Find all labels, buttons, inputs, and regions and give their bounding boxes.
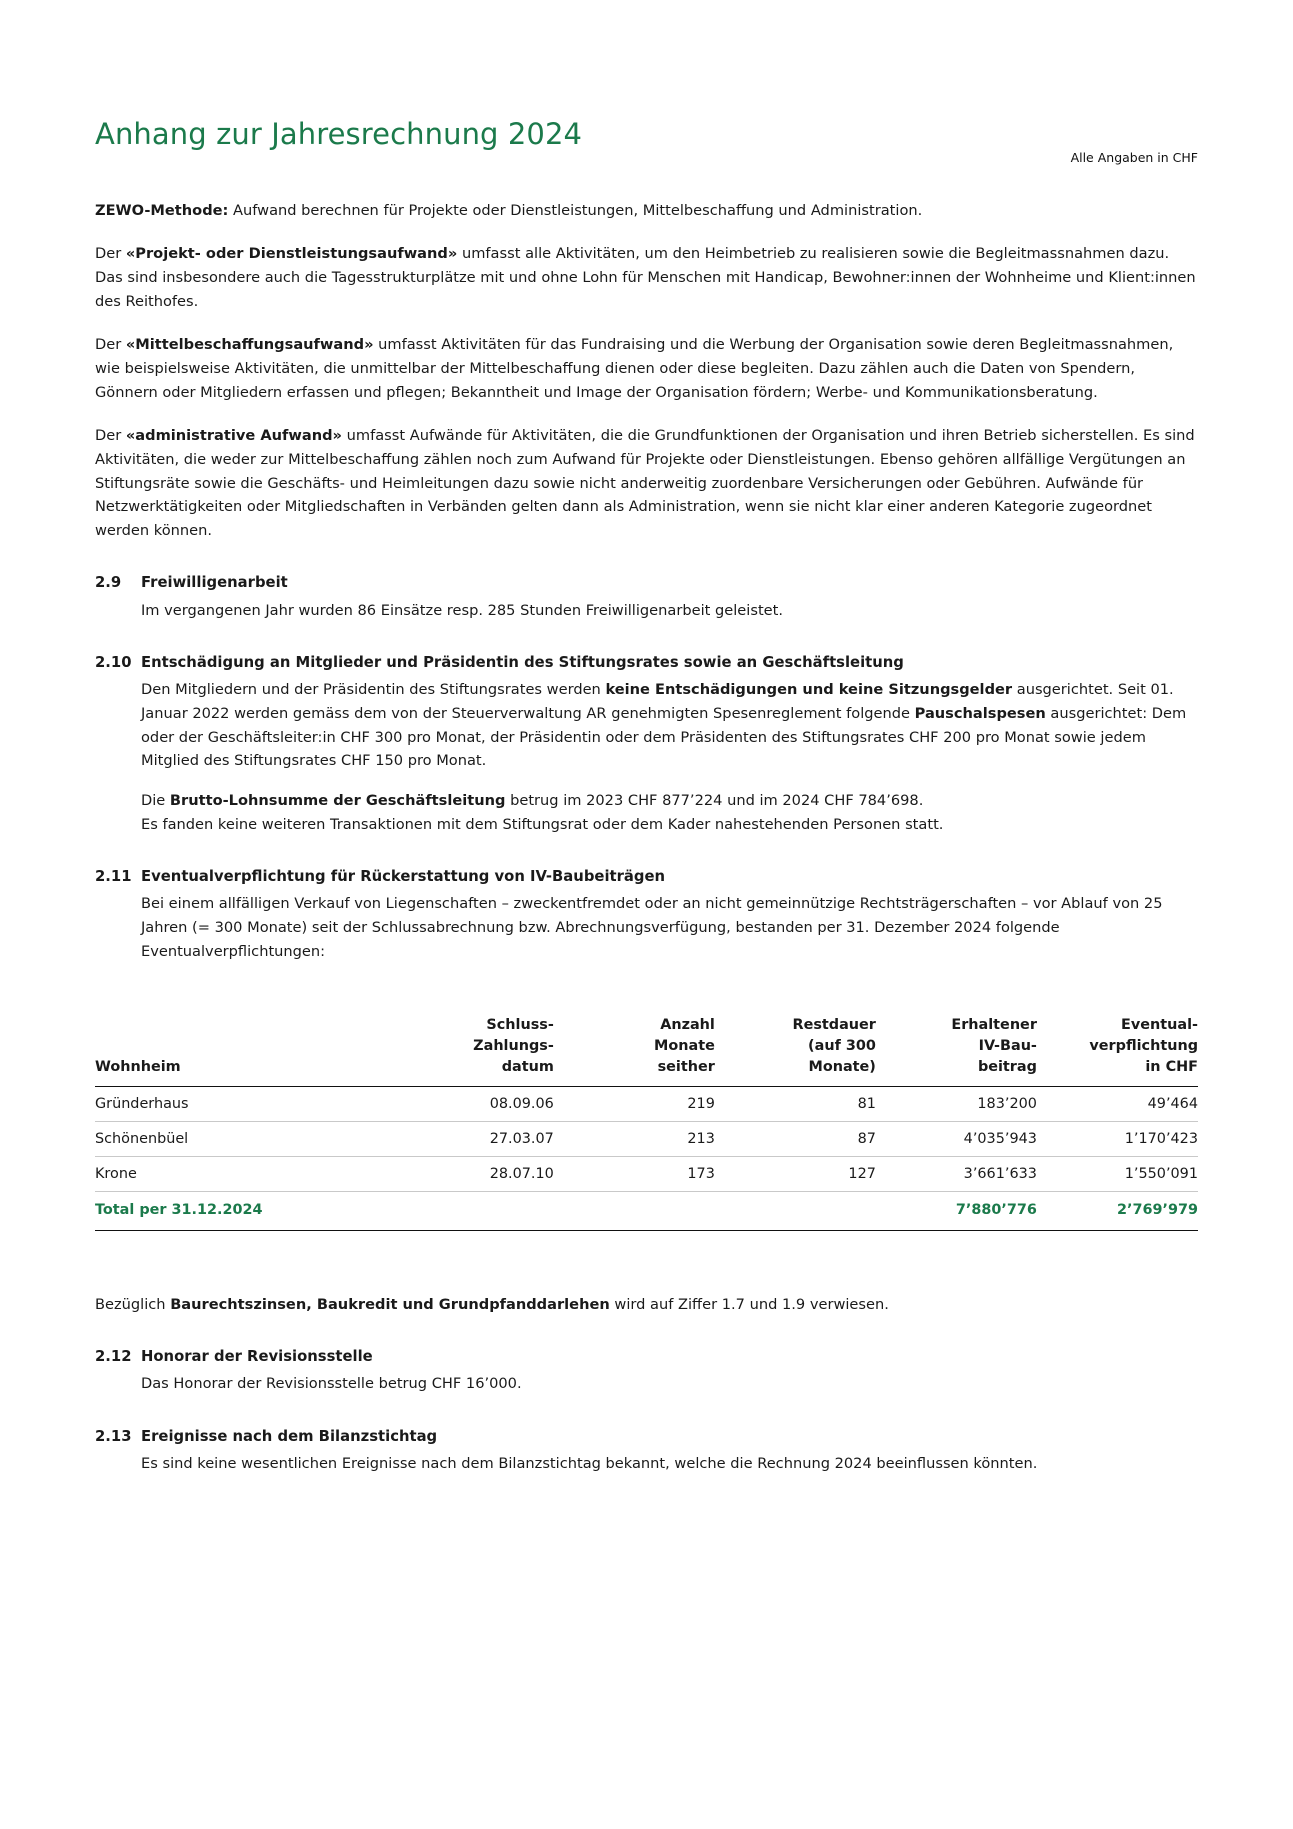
cell-iv-beitrag: 183’200 (876, 1087, 1037, 1122)
cell-wohnheim: Schönenbüel (95, 1122, 393, 1157)
mittelbeschaffung-rest: umfasst Aktivitäten für das Fundraising und die Werbung der Organisation sowie deren Begleitmassnahmen, wie beispielsweise Aktivitäten, die unmittelbar der Mittelbeschaffung dienen oder diese begleiten. Dazu zählen auch die Daten von Spendern, Gönnern oder Mitgliedern erfassen und pflegen; Bekanntheit und Image der Organisation fördern; Werbe- und Kommunikationsberatung. (95, 336, 1174, 401)
lohnsumme-term: Brutto-Lohnsumme der Geschäftsleitung (169, 792, 506, 809)
cell-anzahl-monate: 219 (554, 1087, 715, 1122)
zewo-method-text: Aufwand berechnen für Projekte oder Dienstleistungen, Mittelbeschaffung und Administration. (228, 201, 923, 219)
paragraph-baurechtszinsen (95, 1293, 1198, 1317)
col-header-anzahl-monate: Anzahl Monate seither (554, 1015, 715, 1086)
baurechtszinsen-pre: Bezüglich (95, 1295, 171, 1313)
cell-total-restdauer (715, 1192, 876, 1230)
section-2-9-number: 2.9 (95, 574, 122, 592)
section-2-13-heading (95, 1426, 1198, 1448)
cell-total-anzahl-monate (554, 1192, 715, 1230)
entschaedigung-text-c: ausgerichtet: Dem oder der Geschäftsleiter:in CHF 300 pro Monat, der Präsidentin oder dem Präsidenten des Stiftungsrates CHF 200 pro Monat sowie jedem Mitglied des Stiftungsrates CHF 150 pro Monat. (141, 705, 1187, 770)
section-2-12 (95, 1346, 1198, 1396)
section-2-12-title: Honorar der Revisionsstelle (141, 1348, 373, 1366)
section-2-10-number: 2.10 (95, 654, 132, 672)
section-2-9-text: Im vergangenen Jahr wurden 86 Einsätze resp. 285 Stunden Freiwilligenarbeit geleistet. (141, 601, 784, 619)
entschaedigung-bold-1: keine Entschädigungen und keine Sitzungsgelder (605, 681, 1013, 699)
section-2-12-heading (95, 1346, 1198, 1368)
col-header-restdauer: Restdauer (auf 300 Monate) (715, 1015, 876, 1086)
section-2-12-body (141, 1372, 1198, 1396)
table-row (95, 1157, 1198, 1192)
section-2-9 (95, 572, 1198, 622)
col-header-schlusszahlungsdatum: Schluss- Zahlungs- datum (393, 1015, 554, 1086)
col-header-wohnheim: Wohnheim (95, 1015, 393, 1086)
currency-note: Alle Angaben in CHF (1070, 149, 1198, 165)
cell-anzahl-monate: 173 (554, 1157, 715, 1192)
baurechtszinsen-term: Baurechtszinsen, Baukredit und Grundpfanddarlehen (170, 1295, 610, 1313)
paragraph-administrativer-aufwand (95, 424, 1198, 542)
cell-eventualverpflichtung: 49’464 (1037, 1087, 1198, 1122)
cell-total-eventualverpflichtung: 2’769’979 (1037, 1192, 1198, 1230)
cell-wohnheim: Krone (95, 1157, 393, 1192)
entschaedigung-bold-2: Pauschalspesen (914, 705, 1046, 723)
table-header-row (95, 1015, 1198, 1086)
page-title: Anhang zur Jahresrechnung 2024 (95, 117, 583, 152)
table-total-row (95, 1192, 1198, 1230)
cell-eventualverpflichtung: 1’170’423 (1037, 1122, 1198, 1157)
projekt-aufwand-rest: umfasst alle Aktivitäten, um den Heimbetrieb zu realisieren sowie die Begleitmassnahmen dazu. Das sind insbesondere auch die Tagesstrukturplätze mit und ohne Lohn für Menschen mit Handicap, Bewohner:innen der Wohnheime und Klient:innen des Reithofes. (95, 245, 1196, 310)
cell-total-iv-beitrag: 7’880’776 (876, 1192, 1037, 1230)
section-2-10-heading (95, 652, 1198, 674)
zewo-method-label: ZEWO-Methode: (95, 201, 229, 219)
keine-transaktionen-text: Es fanden keine weiteren Transaktionen mit dem Stiftungsrat oder dem Kader nahestehenden Personen statt. (141, 815, 944, 833)
cell-total-label: Total per 31.12.2024 (95, 1192, 393, 1230)
section-2-11-number: 2.11 (95, 868, 132, 886)
table-head (95, 1015, 1198, 1086)
section-2-10-paragraph-2 (141, 789, 1198, 836)
cell-total-schlusszahlungsdatum (393, 1192, 554, 1230)
section-2-11-body (141, 892, 1198, 963)
page-header (95, 100, 1198, 171)
cell-eventualverpflichtung: 1’550’091 (1037, 1157, 1198, 1192)
cell-schlusszahlungsdatum: 08.09.06 (393, 1087, 554, 1122)
paragraph-zewo-method (95, 199, 1198, 223)
cell-restdauer: 127 (715, 1157, 876, 1192)
section-2-10-body (141, 678, 1198, 836)
section-2-10-title: Entschädigung an Mitglieder und Präsidentin des Stiftungsrates sowie an Geschäftsleitung (141, 654, 904, 672)
cell-schlusszahlungsdatum: 28.07.10 (393, 1157, 554, 1192)
projekt-aufwand-pre: Der (95, 245, 126, 263)
table-body (95, 1087, 1198, 1231)
section-2-13-text: Es sind keine wesentlichen Ereignisse nach dem Bilanzstichtag bekannt, welche die Rechnung 2024 beeinflussen könnten. (141, 1455, 1038, 1473)
cell-restdauer: 81 (715, 1087, 876, 1122)
cell-restdauer: 87 (715, 1122, 876, 1157)
projekt-aufwand-term: «Projekt- oder Dienstleistungsaufwand» (125, 245, 458, 263)
section-2-12-text: Das Honorar der Revisionsstelle betrug CHF 16’000. (141, 1375, 522, 1393)
table-row (95, 1087, 1198, 1122)
section-2-9-heading (95, 572, 1198, 594)
section-2-11-heading (95, 866, 1198, 888)
col-header-iv-baubeitrag: Erhaltener IV-Bau- beitrag (876, 1015, 1037, 1086)
section-2-11 (95, 866, 1198, 963)
table-row (95, 1122, 1198, 1157)
section-2-9-body (141, 599, 1198, 623)
mittelbeschaffung-term: «Mittelbeschaffungsaufwand» (125, 336, 374, 354)
lohnsumme-rest: betrug im 2023 CHF 877’224 und im 2024 CHF 784’698. (505, 792, 924, 809)
administrativ-pre: Der (95, 427, 126, 445)
mittelbeschaffung-pre: Der (95, 336, 126, 354)
section-2-11-text: Bei einem allfälligen Verkauf von Liegenschaften – zweckentfremdet oder an nicht gemeinnützige Rechtsträgerschaften – vor Ablauf von 25 Jahren (= 300 Monate) seit der Schlussabrechnung bzw. Abrechnungsverfügung, bestanden per 31. Dezember 2024 folgende Eventualverpflichtungen: (141, 895, 1163, 960)
administrativ-term: «administrative Aufwand» (125, 427, 342, 445)
cell-wohnheim: Gründerhaus (95, 1087, 393, 1122)
paragraph-mittelbeschaffung-aufwand (95, 333, 1198, 404)
section-2-11-title: Eventualverpflichtung für Rückerstattung von IV-Baubeiträgen (141, 868, 666, 886)
lohnsumme-pre: Die (141, 792, 170, 809)
section-2-13-number: 2.13 (95, 1428, 132, 1446)
cell-iv-beitrag: 3’661’633 (876, 1157, 1037, 1192)
section-2-10-paragraph-1 (141, 678, 1198, 773)
eventualverpflichtung-table (95, 1015, 1198, 1230)
entschaedigung-text-b: ausgerichtet. Seit 01. Januar 2022 werden gemäss dem von der Steuerverwaltung AR genehmigten Spesenreglement folgende (141, 681, 1174, 723)
cell-schlusszahlungsdatum: 27.03.07 (393, 1122, 554, 1157)
section-2-9-title: Freiwilligenarbeit (141, 574, 288, 592)
administrativ-rest: umfasst Aufwände für Aktivitäten, die die Grundfunktionen der Organisation und ihren Betrieb sicherstellen. Es sind Aktivitäten, die weder zur Mittelbeschaffung zählen noch zum Aufwand für Projekte oder Dienstleistungen. Ebenso gehören allfällige Vergütungen an Stiftungsräte sowie die Geschäfts- und Heimleitungen dazu sowie nicht anderweitig zuordenbare Versicherungen oder Gebühren. Aufwände für Netzwerktätigkeiten oder Mitgliedschaften in Verbänden gelten dann als Administration, wenn sie nicht klar einer anderen Kategorie zugeordnet werden können. (95, 427, 1195, 539)
eventualverpflichtung-table-wrap (95, 1015, 1198, 1230)
section-2-12-number: 2.12 (95, 1348, 132, 1366)
section-2-13-body (141, 1452, 1198, 1476)
cell-anzahl-monate: 213 (554, 1122, 715, 1157)
section-2-10 (95, 652, 1198, 836)
col-header-eventualverpflichtung: Eventual- verpflichtung in CHF (1037, 1015, 1198, 1086)
entschaedigung-text-a: Den Mitgliedern und der Präsidentin des Stiftungsrates werden (141, 681, 606, 699)
paragraph-projekt-aufwand (95, 242, 1198, 313)
cell-iv-beitrag: 4’035’943 (876, 1122, 1037, 1157)
section-2-13-title: Ereignisse nach dem Bilanzstichtag (141, 1428, 438, 1446)
baurechtszinsen-post: wird auf Ziffer 1.7 und 1.9 verwiesen. (609, 1295, 889, 1313)
section-2-13 (95, 1426, 1198, 1476)
